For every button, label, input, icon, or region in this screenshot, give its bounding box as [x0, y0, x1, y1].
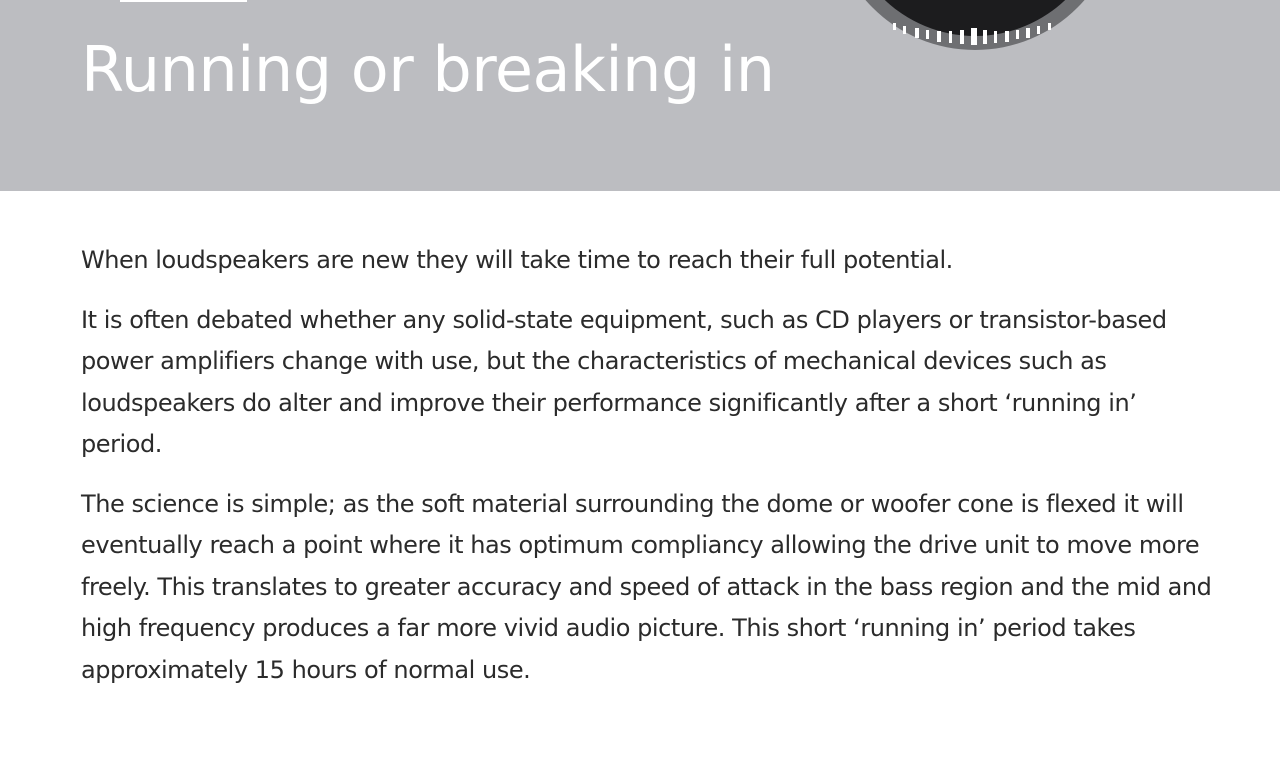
header-tab-marker: [120, 0, 247, 2]
section-header: [0, 0, 1280, 191]
paragraph-intro: When loudspeakers are new they will take time to reach their full potential.: [81, 246, 953, 274]
article-body: [81, 240, 1221, 709]
loudspeaker-driver-icon: [820, 0, 1130, 50]
paragraph-science: The science is simple; as the soft material surrounding the dome or woofer cone is flexed it will eventually reach a point where it has optimum compliancy allowing the drive unit to move more freely. This translates to greater accuracy and speed of attack in the bass region and the mid and high frequency produces a far more vivid audio picture. This short ‘running in’ period takes approximately 15 hours of normal use.: [81, 489, 1212, 684]
paragraph-debate: It is often debated whether any solid-state equipment, such as CD players or transistor-based power amplifiers change with use, but the characteristics of mechanical devices such as loudspeakers do alter and improve their performance significantly after a short ‘running in’ period.: [81, 305, 1167, 458]
page-title: Running or breaking in: [81, 33, 775, 106]
